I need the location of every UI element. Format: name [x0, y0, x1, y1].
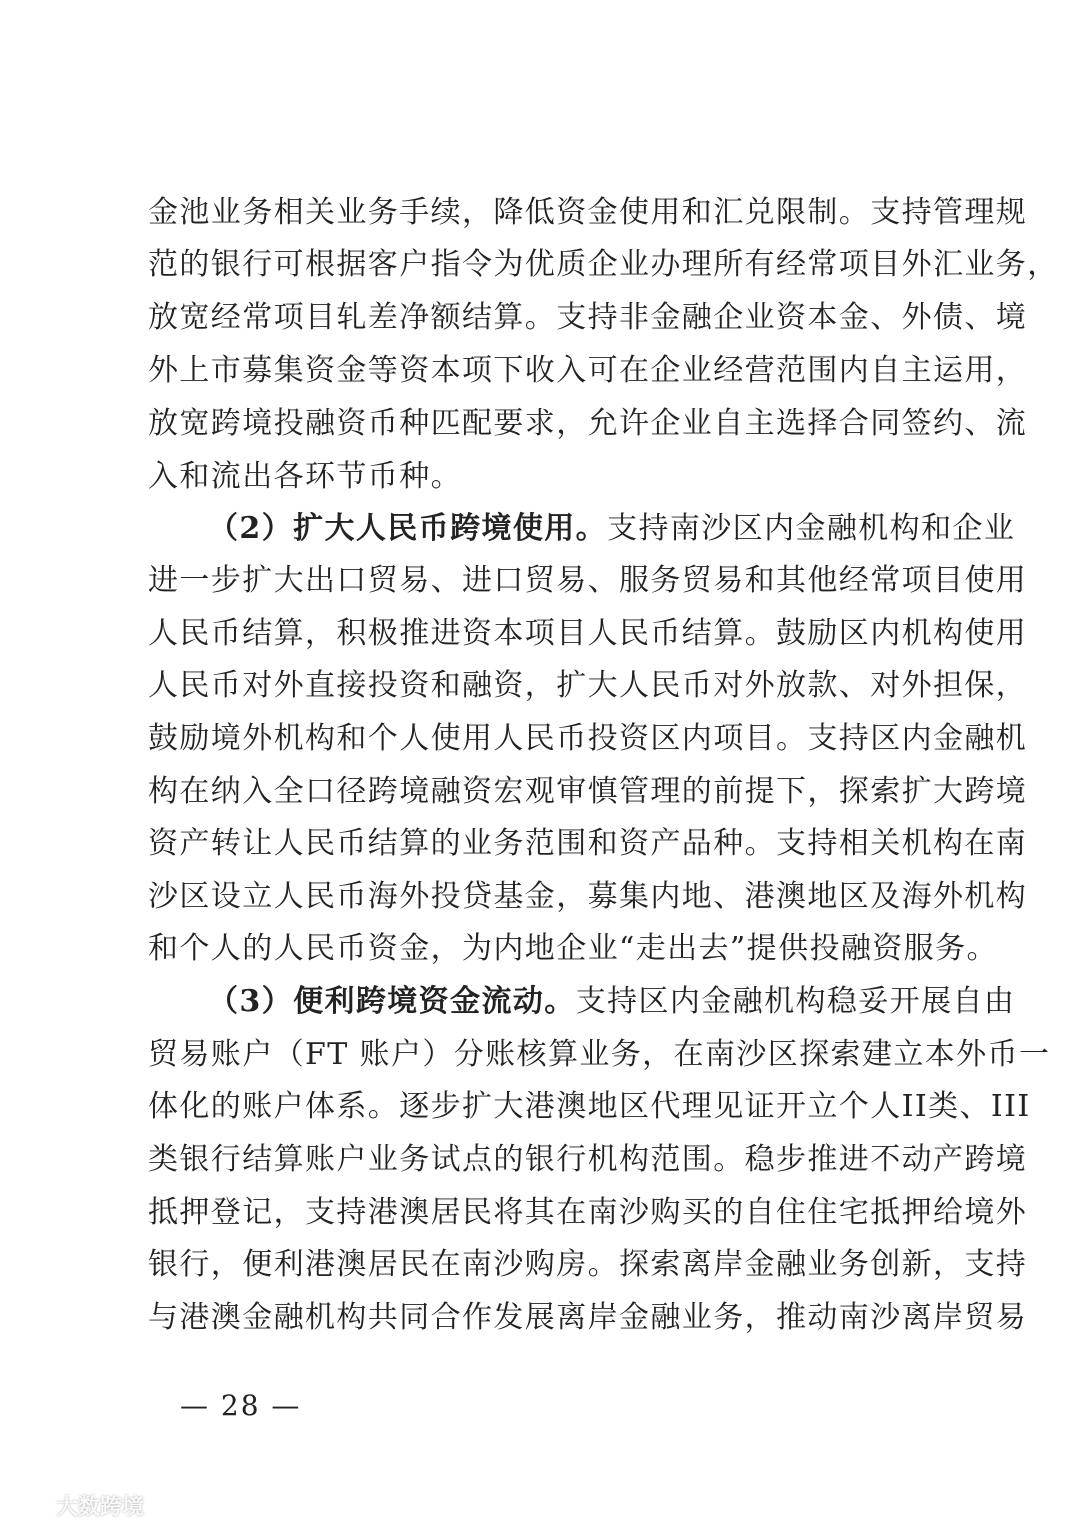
text-segment: 鼓励境外机构和个人使用人民币投资区内项目。支持区内金融机	[148, 721, 1028, 756]
text-segment: 放宽跨境投融资币种匹配要求，允许企业自主选择合同签约、流	[148, 406, 1028, 441]
text-segment: 沙区设立人民币海外投贷基金，募集内地、港澳地区及海外机构	[148, 879, 1028, 914]
text-segment: 范的银行可根据客户指令为优质企业办理所有经常项目外汇业务，	[148, 247, 1059, 282]
watermark	[12, 1488, 144, 1522]
text-line	[148, 397, 1028, 451]
text-line	[148, 765, 1028, 819]
text-line	[148, 450, 948, 504]
text-line	[148, 712, 1028, 766]
text-segment: 支持区内金融机构稳妥开展自由	[575, 984, 1016, 1019]
text-line	[148, 1238, 1028, 1292]
text-line	[148, 1028, 1051, 1082]
text-line	[148, 870, 1028, 924]
text-segment: 贸易账户（FT 账户）分账核算业务，在南沙区探索建立本外币一	[148, 1037, 1051, 1072]
text-segment: 外上市募集资金等资本项下收入可在企业经营范围内自主运用，	[148, 353, 1028, 388]
text-segment: 抵押登记，支持港澳居民将其在南沙购买的自住住宅抵押给境外	[148, 1195, 1028, 1230]
text-line	[148, 659, 1028, 713]
text-segment: 类银行结算账户业务试点的银行机构范围。稳步推进不动产跨境	[148, 1142, 1028, 1177]
text-segment: 构在纳入全口径跨境融资宏观审慎管理的前提下，探索扩大跨境	[148, 774, 1028, 809]
text-line	[148, 186, 1028, 240]
watermark-text: 大数跨境	[56, 1494, 145, 1520]
page-number: — 28 —	[180, 1389, 302, 1422]
weibo-logo-icon	[12, 1491, 52, 1519]
text-segment: 资产转让人民币结算的业务范围和资产品种。支持相关机构在南	[148, 826, 1028, 861]
text-line	[148, 344, 1028, 398]
text-line	[208, 975, 1016, 1029]
text-segment: 进一步扩大出口贸易、进口贸易、服务贸易和其他经常项目使用	[148, 563, 1028, 598]
text-segment: 金池业务相关业务手续，降低资金使用和汇兑限制。支持管理规	[148, 195, 1028, 230]
text-line	[148, 607, 1028, 661]
section-heading: （3）便利跨境资金流动。	[208, 984, 576, 1019]
section-heading: （2）扩大人民币跨境使用。	[208, 511, 608, 546]
text-line	[148, 554, 1028, 608]
text-segment: 人民币结算，积极推进资本项目人民币结算。鼓励区内机构使用	[148, 616, 1028, 651]
text-line	[148, 1133, 1028, 1187]
text-line	[148, 1291, 1028, 1345]
text-segment: 和个人的人民币资金，为内地企业“走出去”提供投融资服务。	[148, 931, 998, 966]
text-segment: 银行，便利港澳居民在南沙购房。探索离岸金融业务创新，支持	[148, 1247, 1028, 1282]
text-segment: 放宽经常项目轧差净额结算。支持非金融企业资本金、外债、境	[148, 300, 1028, 335]
text-segment: 与港澳金融机构共同合作发展离岸金融业务，推动南沙离岸贸易	[148, 1300, 1028, 1335]
text-segment: 人民币对外直接投资和融资，扩大人民币对外放款、对外担保，	[148, 668, 1028, 703]
text-line	[148, 817, 1028, 871]
text-segment: 入和流出各环节币种。	[148, 459, 462, 494]
text-line	[148, 291, 1028, 345]
text-line	[148, 922, 998, 976]
text-line	[148, 1080, 1031, 1134]
text-line	[148, 238, 1059, 292]
text-line	[148, 1186, 1028, 1240]
text-segment: 体化的账户体系。逐步扩大港澳地区代理见证开立个人II类、III	[148, 1089, 1031, 1124]
text-segment: 支持南沙区内金融机构和企业	[607, 511, 1016, 546]
text-line	[208, 502, 1016, 556]
